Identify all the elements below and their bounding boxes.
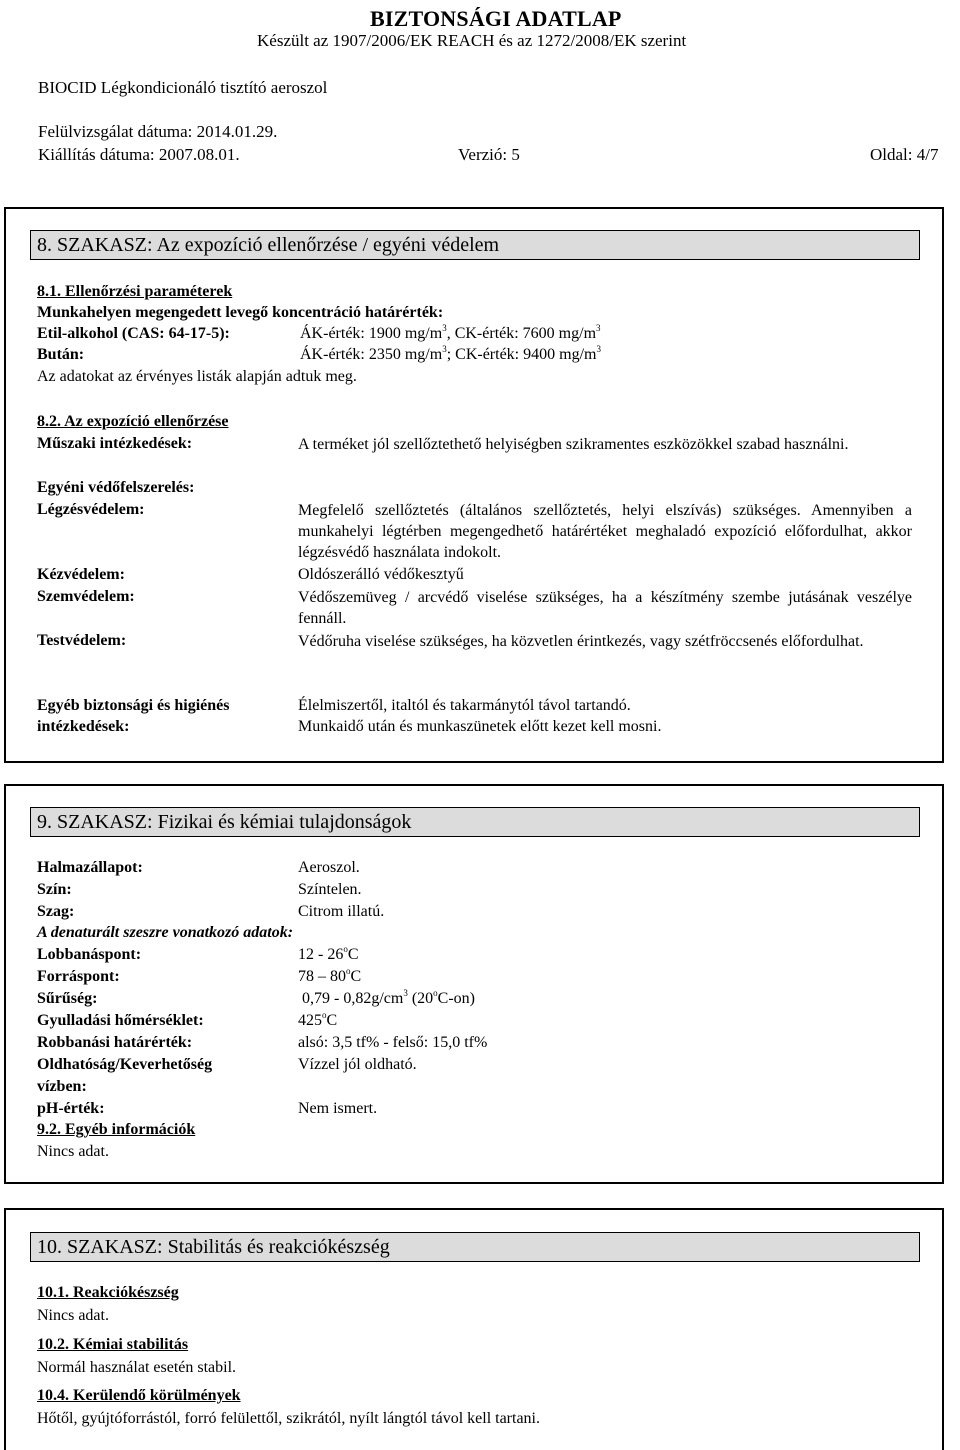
tech-measures-label: Műszaki intézkedések: — [37, 435, 193, 452]
butane-value: ÁK-érték: 2350 $mg/m^3$; CK-érték: 9400 $mg/m^3$ — [300, 344, 601, 363]
ph-label: pH-érték: — [37, 1100, 105, 1117]
ppe-label: Egyéni védőfelszerelés: — [37, 479, 195, 496]
s8-sub2-title: 8.2. Az expozíció ellenőrzése — [37, 413, 229, 430]
version: Verzió: 5 — [458, 145, 520, 164]
hand-value: Oldószerálló védőkesztyű — [298, 566, 464, 583]
eye-label: Szemvédelem: — [37, 588, 135, 605]
solubility-value: Vízzel jól oldható. — [298, 1056, 417, 1073]
other-measures-value-2: Munkaidő után és munkaszünetek előtt kezet kell mosni. — [298, 718, 662, 735]
regulation-line: Készült az 1907/2006/EK REACH és az 1272/2008/EK szerint — [257, 31, 687, 50]
explosion-limit-value: alsó: 3,5 tf% - felső: 15,0 tf% — [298, 1034, 488, 1051]
s9-other-value: Nincs adat. — [37, 1143, 109, 1160]
ignition-temp-value: 425$^o$C — [298, 1010, 338, 1029]
body-label: Testvédelem: — [37, 632, 127, 649]
document-title: BIZTONSÁGI ADATLAP — [370, 6, 622, 31]
boiling-point-label: Forráspont: — [37, 968, 120, 985]
state-value: Aeroszol. — [298, 859, 360, 876]
denatured-heading: A denaturált szeszre vonatkozó adatok: — [37, 924, 294, 941]
section-9-title: 9. SZAKASZ: Fizikai és kémiai tulajdonságok — [30, 807, 920, 837]
ethanol-label: Etil-alkohol (CAS: 64-17-5): — [37, 325, 230, 342]
odor-value: Citrom illatú. — [298, 903, 385, 920]
ignition-temp-label: Gyulladási hőmérséklet: — [37, 1012, 204, 1029]
page-number: Oldal: 4/7 — [870, 145, 939, 164]
solubility-label-1: Oldhatóság/Keverhetőség — [37, 1056, 213, 1073]
color-label: Szín: — [37, 881, 72, 898]
tech-measures-value: A terméket jól szellőztethető helyiségben szikramentes eszközökkel szabad használni. — [298, 436, 849, 453]
s10-1-value: Nincs adat. — [37, 1307, 109, 1324]
section-10-title: 10. SZAKASZ: Stabilitás és reakciókészség — [30, 1232, 920, 1262]
other-measures-value-1: Élelmiszertől, italtól és takarmánytól távol tartandó. — [298, 697, 631, 714]
other-measures-label-1: Egyéb biztonsági és higiénés — [37, 697, 230, 714]
boiling-point-value: 78 – 80$^o$C — [298, 966, 362, 985]
revision-date: Felülvizsgálat dátuma: 2014.01.29. — [38, 122, 278, 141]
s8-sub1-title: 8.1. Ellenőrzési paraméterek — [37, 283, 233, 300]
s9-other-title: 9.2. Egyéb információk — [37, 1121, 196, 1138]
s8-note: Az adatokat az érvényes listák alapján adtuk meg. — [37, 368, 357, 385]
flash-point-value: 12 - 26$^o$C — [298, 944, 359, 963]
other-measures-label-2: intézkedések: — [37, 718, 130, 735]
s10-4-value: Hőtől, gyújtóforrástól, forró felülettől, szikrától, nyílt lángtól távol kell tartani. — [37, 1410, 540, 1427]
s10-2-value: Normál használat esetén stabil. — [37, 1359, 237, 1376]
explosion-limit-label: Robbanási határérték: — [37, 1034, 193, 1051]
product-name: BIOCID Légkondicionáló tisztító aeroszol — [38, 78, 328, 97]
density-label: Sűrűség: — [37, 990, 98, 1007]
density-value: $0,79 - 0,82g/cm^3$ (20$^o$C-on) — [302, 988, 475, 1007]
s10-2-title: 10.2. Kémiai stabilitás — [37, 1336, 189, 1353]
hand-label: Kézvédelem: — [37, 566, 125, 583]
section-8-title: 8. SZAKASZ: Az expozíció ellenőrzése / egyéni védelem — [30, 230, 920, 260]
flash-point-label: Lobbanáspont: — [37, 946, 142, 963]
ethanol-value: ÁK-érték: 1900 $mg/m^3$, CK-érték: 7600 $mg/m^3$ — [300, 323, 601, 342]
state-label: Halmazállapot: — [37, 859, 143, 876]
s8-oel-heading: Munkahelyen megengedett levegő koncentráció határérték: — [37, 304, 444, 321]
s10-4-title: 10.4. Kerülendő körülmények — [37, 1387, 241, 1404]
solubility-label-2: vízben: — [37, 1078, 87, 1095]
butane-label: Bután: — [37, 346, 85, 363]
issue-date: Kiállítás dátuma: 2007.08.01. — [38, 145, 240, 164]
s10-1-title: 10.1. Reakciókészség — [37, 1284, 179, 1301]
color-value: Színtelen. — [298, 881, 362, 898]
ph-value: Nem ismert. — [298, 1100, 378, 1117]
odor-label: Szag: — [37, 903, 75, 920]
eye-value: Védőszemüveg / arcvédő viselése szükséges, ha a készítmény szembe jutásának veszélye fennáll. — [298, 589, 912, 627]
body-value: Védőruha viselése szükséges, ha közvetlen érintkezés, vagy szétfröccsenés előfordulhat. — [298, 633, 864, 650]
respiratory-value: Megfelelő szellőztetés (általános szellőztetés, helyi elszívás) szükséges. Amennyiben a munkahelyi légtérben megengedhető határértéket meghaladó expozíció előfordulhat, akkor légzésvédő használata indokolt. — [298, 502, 912, 561]
respiratory-label: Légzésvédelem: — [37, 501, 145, 518]
